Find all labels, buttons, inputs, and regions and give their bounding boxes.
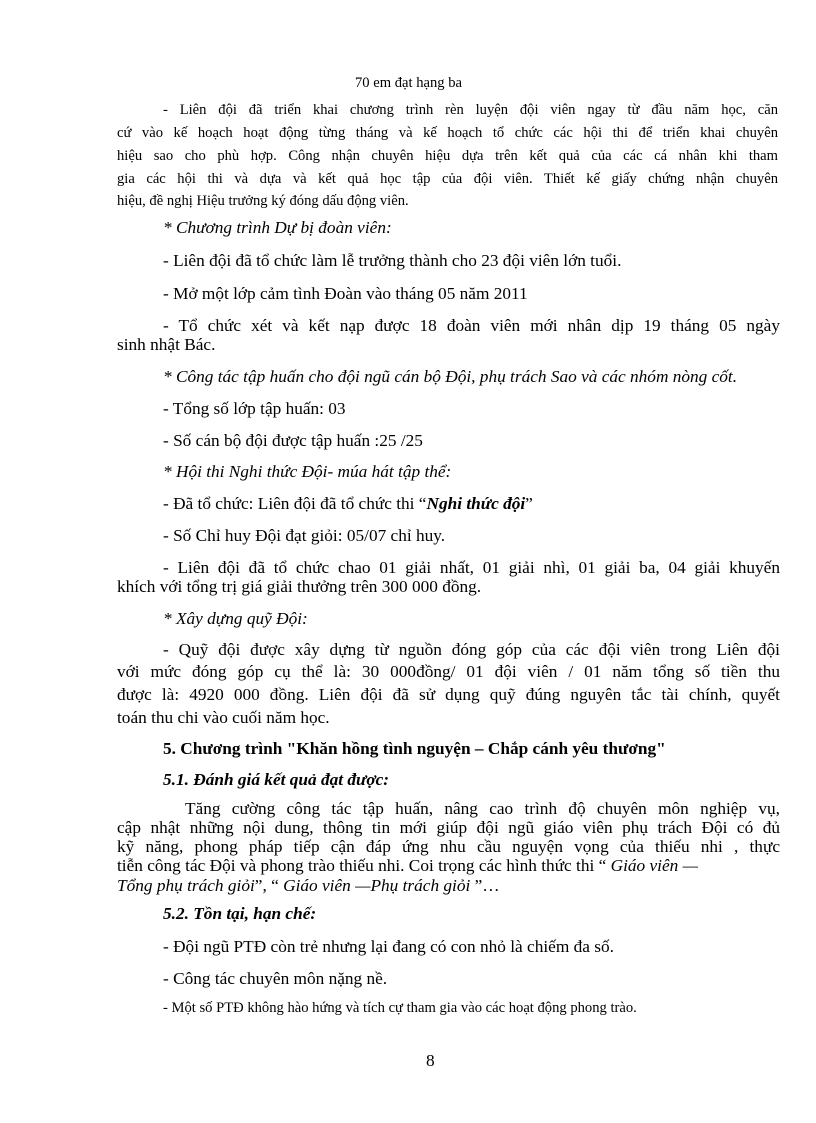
bullet-line: - Số Chỉ huy Đội đạt giỏi: 05/07 chỉ huy.	[163, 526, 446, 545]
paragraph-text: tiễn công tác Đội và phong trào thiếu nhi. Coi trọng các hình thức thi “	[117, 856, 611, 875]
bullet-line: - Liên đội đã tổ chức làm lễ trưởng thành cho 23 đội viên lớn tuổi.	[163, 251, 622, 270]
bullet-text: - Đã tổ chức: Liên đội đã tổ chức thi “	[163, 494, 427, 513]
paragraph-line: - Liên đội đã triển khai chương trình rèn luyện đội viên ngay từ đầu năm học, căn	[163, 102, 778, 118]
quote-close: ”	[525, 494, 533, 513]
section-heading: * Xây dựng quỹ Đội:	[163, 609, 308, 628]
award-name: Giáo viên —Phụ trách giỏi	[283, 876, 471, 895]
subsection-title: 5.1. Đánh giá kết quả đạt được:	[163, 770, 390, 789]
paragraph-line: kỹ năng, phong pháp tiếp cận đáp ứng nhu cầu nguyện vọng của thiếu nhi , thực	[117, 837, 780, 856]
bullet-line: - Công tác chuyên môn nặng nề.	[163, 969, 388, 988]
bullet-line-continued: sinh nhật Bác.	[117, 335, 216, 354]
bullet-line: - Tổ chức xét và kết nạp được 18 đoàn viên mới nhân dịp 19 tháng 05 ngày	[163, 316, 780, 335]
paragraph-line: hiệu sao cho phù hợp. Công nhận chuyên hiệu dựa trên kết quả của các cá nhân khi tham	[117, 148, 778, 164]
contest-name: Nghi thức đội	[426, 494, 526, 513]
bullet-line: - Tổng số lớp tập huấn: 03	[163, 399, 346, 418]
paragraph-line: Tăng cường công tác tập huấn, nâng cao trình độ chuyên môn nghiệp vụ,	[185, 799, 780, 818]
bullet-line	[163, 494, 533, 514]
page-number: 8	[426, 1051, 435, 1070]
paragraph-line	[117, 856, 698, 876]
bullet-line: - Quỹ đội được xây dựng từ nguồn đóng góp của các đội viên trong Liên đội	[163, 640, 780, 659]
bullet-line-continued: khích với tổng trị giá giải thưởng trên 300 000 đồng.	[117, 577, 482, 596]
award-name: Tổng phụ trách giỏi	[117, 876, 255, 895]
paragraph-line: cập nhật những nội dung, thông tin mới giúp đội ngũ giáo viên phụ trách Đội có đủ	[117, 818, 780, 837]
bullet-line-continued: với mức đóng góp cụ thể là: 30 000đồng/ 01 đội viên / 01 năm tổng số tiền thu	[117, 662, 780, 681]
result-line: 70 em đạt hạng ba	[355, 75, 462, 91]
paragraph-line	[117, 876, 500, 896]
bullet-line-continued: toán thu chi vào cuối năm học.	[117, 708, 330, 727]
trailing-text: ”…	[470, 876, 500, 895]
bullet-line: - Liên đội đã tổ chức chao 01 giải nhất, 01 giải nhì, 01 giải ba, 04 giải khuyến	[163, 558, 780, 577]
section-heading: * Hội thi Nghi thức Đội- múa hát tập thể:	[163, 462, 452, 481]
bullet-line: - Mở một lớp cảm tình Đoàn vào tháng 05 năm 2011	[163, 284, 528, 303]
section-heading: * Công tác tập huấn cho đội ngũ cán bộ Đội, phụ trách Sao và các nhóm nòng cốt.	[163, 367, 738, 386]
separator-text: ”, “	[254, 876, 284, 895]
section-heading: * Chương trình Dự bị đoàn viên:	[163, 218, 392, 237]
bullet-line: - Đội ngũ PTĐ còn trẻ nhưng lại đang có con nhỏ là chiếm đa số.	[163, 937, 614, 956]
subsection-title: 5.2. Tồn tại, hạn chế:	[163, 904, 317, 923]
paragraph-line: cứ vào kế hoạch hoạt động từng tháng và kế hoạch tổ chức các hội thi để triển khai chuyên	[117, 125, 778, 141]
section-title: 5. Chương trình "Khăn hồng tình nguyện – Chắp cánh yêu thương"	[163, 739, 666, 758]
bullet-line: - Một số PTĐ không hào hứng và tích cự tham gia vào các hoạt động phong trào.	[163, 1000, 637, 1016]
bullet-line: - Số cán bộ đội được tập huấn :25 /25	[163, 431, 423, 450]
award-name: Giáo viên —	[610, 856, 698, 875]
paragraph-line: gia các hội thi và dựa và kết quả học tập của đội viên. Thiết kế giấy chứng nhận chuyên	[117, 171, 778, 187]
paragraph-line: hiệu, đề nghị Hiệu trưởng ký đóng dấu động viên.	[117, 193, 409, 209]
bullet-line-continued: được là: 4920 000 đồng. Liên đội đã sử dụng quỹ đúng nguyên tắc tài chính, quyết	[117, 685, 780, 704]
